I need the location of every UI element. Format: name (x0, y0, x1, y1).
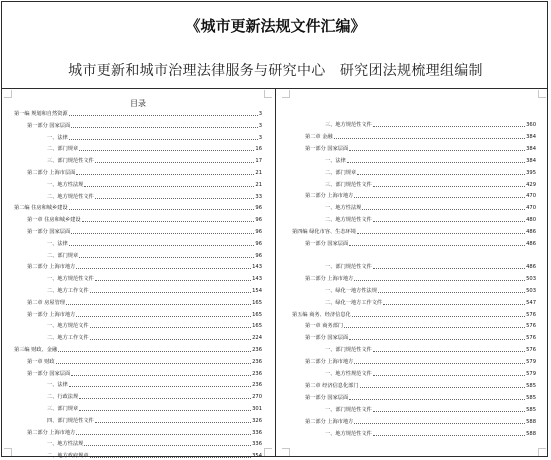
toc-entry-page: 503 (526, 287, 536, 294)
toc-entry-label: 第一章 商务部门 (305, 323, 343, 330)
toc-leader-dots (334, 137, 526, 139)
toc-entry-page: 384 (526, 145, 536, 152)
toc-entry-label: 第一章 财政 (27, 358, 55, 365)
toc-entry-label: 一、地方性法规 (47, 181, 84, 188)
page-corner-mark (264, 90, 272, 98)
toc-entry-page: 21 (255, 170, 262, 176)
toc-entry-label: 第二章 经济信息化部门 (305, 382, 359, 389)
toc-entry-label: 第二部分 上海市地方 (305, 193, 354, 200)
toc-entry-label: 第二部分 上海市层面 (27, 170, 76, 176)
toc-entry-page: 576 (526, 347, 536, 354)
toc-entry-label: 第一部分 国家层面 (27, 229, 71, 235)
toc-entry[interactable] (14, 213, 262, 223)
toc-entry-page: 336 (252, 441, 262, 448)
toc-entry[interactable] (292, 296, 536, 306)
toc-entry[interactable] (14, 367, 262, 377)
toc-entry-page: 336 (252, 429, 262, 436)
toc-leader-dots (69, 244, 255, 246)
toc-entry[interactable] (14, 343, 262, 353)
toc-leader-dots (58, 350, 251, 352)
toc-entry-label: 第一部分 上海市地方 (27, 311, 76, 318)
toc-leader-dots (373, 125, 525, 127)
toc-entry-page: 3 (258, 122, 262, 129)
toc-heading: 目录 (130, 99, 146, 108)
toc-entry[interactable] (14, 390, 262, 400)
toc-entry[interactable] (14, 426, 262, 436)
page-corner-mark (538, 90, 546, 98)
toc-entry-page: 96 (255, 205, 262, 212)
toc-leader-dots (349, 244, 525, 246)
toc-entry[interactable] (292, 201, 536, 211)
toc-entry[interactable] (14, 131, 262, 141)
toc-entry-page: 236 (252, 382, 262, 389)
toc-entry-page: 236 (252, 358, 262, 365)
toc-entry-label: 一、法律 (47, 240, 68, 247)
toc-entry-label: 二、行政法规 (47, 394, 79, 401)
toc-entry-label: 第一部分 国家层面 (27, 122, 71, 129)
toc-leader-dots (71, 374, 251, 376)
toc-entry[interactable] (14, 414, 262, 424)
toc-leader-dots (76, 433, 251, 435)
toc-entry-label: 一、地方规范性文件 (325, 430, 372, 437)
toc-leader-dots (69, 385, 251, 387)
toc-entry-page: 3 (258, 134, 262, 141)
toc-entry-label: 一、绿化一地方性法规 (325, 287, 377, 294)
toc-entry-label: 第二章 房屋管理 (27, 299, 65, 306)
toc-entry-page: 354 (252, 453, 262, 460)
toc-leader-dots (90, 326, 252, 328)
toc-entry[interactable] (292, 331, 536, 341)
toc-entry-label: 第三编 财政、金融 (14, 347, 58, 353)
toc-entry-page: 384 (526, 157, 536, 164)
toc-leader-dots (90, 338, 252, 340)
toc-entry-page: 588 (526, 430, 536, 437)
toc-leader-dots (354, 362, 525, 364)
toc-entry[interactable] (14, 308, 262, 318)
toc-entry-label: 三、部门规章 (47, 406, 79, 412)
toc-entry[interactable] (292, 391, 536, 401)
toc-leader-dots (79, 397, 251, 399)
toc-entry[interactable] (292, 189, 536, 199)
toc-entry-page: 470 (526, 193, 536, 200)
page-divider (275, 88, 276, 457)
toc-entry-page: 547 (526, 299, 536, 306)
toc-leader-dots (349, 398, 525, 400)
toc-leader-dots (354, 196, 525, 198)
toc-entry-page: 3 (258, 111, 262, 117)
toc-leader-dots (90, 291, 252, 293)
toc-leader-dots (66, 303, 251, 305)
toc-entry-label: 第一部分 国家层面 (305, 241, 349, 247)
toc-leader-dots (76, 267, 251, 269)
toc-entry-label: 第二部分 上海市地方 (27, 264, 76, 271)
toc-leader-dots (378, 291, 525, 293)
toc-entry-label: 四、部门规范性文件 (47, 417, 94, 424)
toc-entry-page: 236 (252, 370, 262, 377)
toc-leader-dots (69, 208, 255, 210)
toc-entry[interactable] (14, 378, 262, 388)
toc-page-right (292, 92, 536, 448)
toc-entry-label: 一、法律 (47, 134, 68, 141)
toc-leader-dots (373, 410, 525, 412)
toc-leader-dots (71, 232, 254, 234)
toc-entry-label: 第二部分 上海市地方 (27, 429, 76, 436)
toc-entry[interactable] (14, 296, 262, 306)
toc-entry-label: 二、地方政府规章 (47, 453, 89, 460)
toc-entry-label: 第四编 绿化市容、生态环境 (292, 229, 356, 236)
toc-entry-page: 585 (526, 382, 536, 389)
toc-leader-dots (95, 197, 255, 199)
toc-entry-page: 480 (526, 217, 536, 224)
toc-entry-label: 一、地方规范文件 (47, 323, 89, 330)
toc-entry[interactable] (14, 190, 262, 200)
toc-entry[interactable] (292, 118, 536, 128)
page-corner-mark (282, 90, 290, 98)
toc-entry[interactable] (292, 308, 536, 318)
toc-entry-page: 486 (526, 263, 536, 270)
toc-entry[interactable] (292, 343, 536, 353)
toc-leader-dots (90, 456, 252, 458)
page-corner-mark (264, 448, 272, 456)
toc-entry[interactable] (14, 178, 262, 188)
toc-entry-label: 第二部分 上海市地方 (305, 359, 354, 366)
toc-entry-page: 143 (252, 276, 262, 283)
toc-leader-dots (56, 362, 252, 364)
page-corner-mark (538, 448, 546, 456)
toc-entry[interactable] (14, 260, 262, 270)
toc-entry-page: 429 (526, 181, 536, 188)
toc-entry[interactable] (14, 331, 262, 341)
toc-page-left (14, 92, 262, 460)
document-title: 《城市更新法规文件汇编》 (185, 17, 366, 35)
toc-entry[interactable] (14, 402, 262, 412)
toc-leader-dots (373, 350, 525, 352)
toc-entry[interactable] (14, 166, 262, 176)
toc-entry-page: 576 (526, 335, 536, 342)
toc-entry[interactable] (14, 355, 262, 365)
toc-entry[interactable] (14, 284, 262, 294)
toc-entry-page: 579 (526, 371, 536, 377)
toc-entry-page: 486 (526, 241, 536, 247)
toc-leader-dots (373, 434, 525, 436)
toc-leader-dots (82, 220, 255, 222)
toc-entry-page: 384 (526, 133, 536, 140)
toc-leader-dots (357, 173, 525, 175)
toc-leader-dots (373, 267, 525, 269)
toc-entry[interactable] (292, 178, 536, 188)
toc-leader-dots (69, 138, 258, 140)
toc-entry-label: 第五编 商务、经济信息化 (292, 311, 351, 318)
toc-entry-page: 154 (252, 288, 262, 294)
toc-entry-page: 576 (526, 311, 536, 318)
toc-leader-dots (360, 386, 526, 388)
toc-leader-dots (347, 161, 525, 163)
toc-entry[interactable] (292, 355, 536, 365)
toc-entry-page: 165 (252, 299, 262, 306)
toc-leader-dots (383, 303, 525, 305)
toc-leader-dots (357, 232, 525, 234)
toc-entry[interactable] (292, 367, 536, 377)
toc-entry[interactable] (292, 237, 536, 247)
toc-entry[interactable] (14, 154, 262, 164)
toc-entry[interactable] (292, 284, 536, 294)
toc-entry-label: 一、部门规范性文件 (325, 263, 372, 270)
toc-entry-page: 503 (526, 275, 536, 282)
toc-leader-dots (362, 208, 525, 210)
toc-leader-dots (349, 338, 525, 340)
toc-entry-label: 一、法律 (47, 382, 68, 389)
toc-entry-label: 一、地方性法规 (47, 441, 84, 448)
toc-entry[interactable] (14, 237, 262, 247)
toc-entry-label: 二、地方工作文件 (47, 288, 89, 294)
toc-entry-page: 21 (255, 181, 262, 188)
toc-entry-page: 395 (526, 169, 536, 176)
toc-entry-label: 第一部分 国家层面 (305, 394, 349, 401)
toc-entry[interactable] (292, 213, 536, 223)
toc-entry[interactable] (292, 403, 536, 413)
toc-entry-page: 486 (526, 229, 536, 236)
toc-entry-page: 588 (526, 418, 536, 425)
toc-entry-label: 二、地方规范性文件 (47, 193, 94, 200)
document-subtitle: 城市更新和城市治理法律服务与研究中心 研究团法规梳理组编制 (68, 63, 483, 79)
toc-entry-label: 一、地方性法规 (325, 205, 362, 212)
toc-entry[interactable] (292, 166, 536, 176)
toc-leader-dots (84, 444, 251, 446)
toc-entry-label: 第一编 规划和自然资源 (14, 111, 68, 117)
toc-leader-dots (354, 279, 525, 281)
toc-entry-page: 236 (252, 347, 262, 353)
toc-leader-dots (354, 422, 525, 424)
toc-entry-page: 576 (526, 323, 536, 330)
toc-leader-dots (95, 161, 255, 163)
toc-entry[interactable] (292, 260, 536, 270)
toc-entry[interactable] (14, 201, 262, 211)
toc-entry-page: 585 (526, 394, 536, 401)
toc-leader-dots (69, 114, 258, 116)
toc-entry[interactable] (14, 319, 262, 329)
toc-entry-page: 33 (255, 193, 262, 200)
toc-leader-dots (95, 279, 251, 281)
toc-leader-dots (373, 220, 525, 222)
toc-leader-dots (76, 315, 251, 317)
toc-entry-page: 143 (252, 264, 262, 271)
toc-entry-label: 三、地方规范性文件 (325, 122, 372, 128)
toc-entry[interactable] (14, 225, 262, 235)
toc-entry[interactable] (292, 142, 536, 152)
toc-leader-dots (79, 256, 254, 258)
toc-entry-label: 二、部门规章 (325, 169, 357, 176)
page-corner-mark (4, 448, 12, 456)
toc-entry-label: 二、地方规范性文件 (325, 217, 372, 224)
toc-entry[interactable] (292, 319, 536, 329)
toc-entry[interactable] (292, 415, 536, 425)
toc-entry-page: 16 (255, 146, 262, 153)
toc-entry-page: 96 (255, 217, 262, 224)
toc-entry[interactable] (292, 154, 536, 164)
toc-entry-label: 一、部门规范性文件 (325, 406, 372, 413)
toc-leader-dots (373, 185, 525, 187)
toc-entry-label: 第二章 金融 (305, 133, 333, 140)
toc-leader-dots (373, 374, 525, 376)
toc-entry[interactable] (292, 272, 536, 282)
toc-leader-dots (344, 326, 525, 328)
toc-leader-dots (71, 126, 258, 128)
toc-entry-label: 第二部分 上海市地方 (305, 418, 354, 425)
toc-entry-label: 二、绿化一地方工作文件 (325, 299, 383, 306)
toc-entry-label: 一、地方性规范文件 (325, 371, 372, 377)
toc-entry[interactable] (292, 130, 536, 140)
toc-entry-label: 一、法律 (325, 157, 346, 164)
toc-entry-page: 165 (252, 323, 262, 330)
toc-entry[interactable] (14, 272, 262, 282)
toc-entry-label: 第二部分 上海市地方 (305, 275, 354, 282)
toc-entry-page: 96 (255, 252, 262, 259)
toc-leader-dots (84, 185, 254, 187)
toc-entry-page: 17 (255, 158, 262, 165)
toc-leader-dots (76, 173, 254, 175)
toc-entry-page: 326 (252, 417, 262, 424)
toc-entry-label: 二、部门规章 (47, 252, 79, 259)
toc-entry-label: 第二编 住房和城乡建设 (14, 205, 68, 212)
toc-entry-page: 96 (255, 229, 262, 235)
toc-entry-label: 一、地方规范性文件 (47, 276, 94, 283)
toc-entry-page: 301 (252, 406, 262, 412)
toc-entry[interactable] (14, 107, 262, 117)
toc-entry-label: 二、部门规章 (47, 146, 79, 153)
toc-entry-page: 165 (252, 311, 262, 318)
toc-entry-label: 第一章 住房和城乡建设 (27, 217, 81, 224)
toc-entry[interactable] (14, 249, 262, 259)
toc-entry[interactable] (14, 437, 262, 447)
toc-entry-label: 三、部门规范性文件 (47, 158, 94, 165)
toc-entry-page: 360 (526, 122, 536, 128)
toc-entry-label: 二、地方工作文件 (47, 335, 89, 342)
toc-leader-dots (349, 149, 525, 151)
toc-entry[interactable] (292, 225, 536, 235)
toc-entry-page: 579 (526, 359, 536, 366)
toc-entry-page: 96 (255, 240, 262, 247)
toc-entry-label: 第一部分 国家层面 (27, 370, 71, 377)
toc-entry-label: 一、部门规范性文件 (325, 347, 372, 354)
toc-entry-label: 第一部分 国家层面 (305, 335, 349, 342)
toc-entry[interactable] (292, 379, 536, 389)
toc-entry-label: 三、部门规范性文件 (325, 181, 372, 188)
toc-entry-page: 270 (252, 394, 262, 401)
toc-leader-dots (79, 149, 254, 151)
toc-entry[interactable] (14, 119, 262, 129)
toc-leader-dots (352, 315, 525, 317)
toc-entry[interactable] (292, 427, 536, 437)
toc-entry-page: 470 (526, 205, 536, 212)
page-corner-mark (4, 90, 12, 98)
toc-entry[interactable] (14, 142, 262, 152)
toc-leader-dots (95, 421, 251, 423)
toc-leader-dots (79, 409, 251, 411)
toc-entry-page: 224 (252, 335, 262, 342)
toc-entry[interactable] (14, 449, 262, 459)
toc-entry-page: 585 (526, 406, 536, 413)
page-corner-mark (282, 448, 290, 456)
toc-entry-label: 第一部分 国家层面 (305, 145, 349, 152)
